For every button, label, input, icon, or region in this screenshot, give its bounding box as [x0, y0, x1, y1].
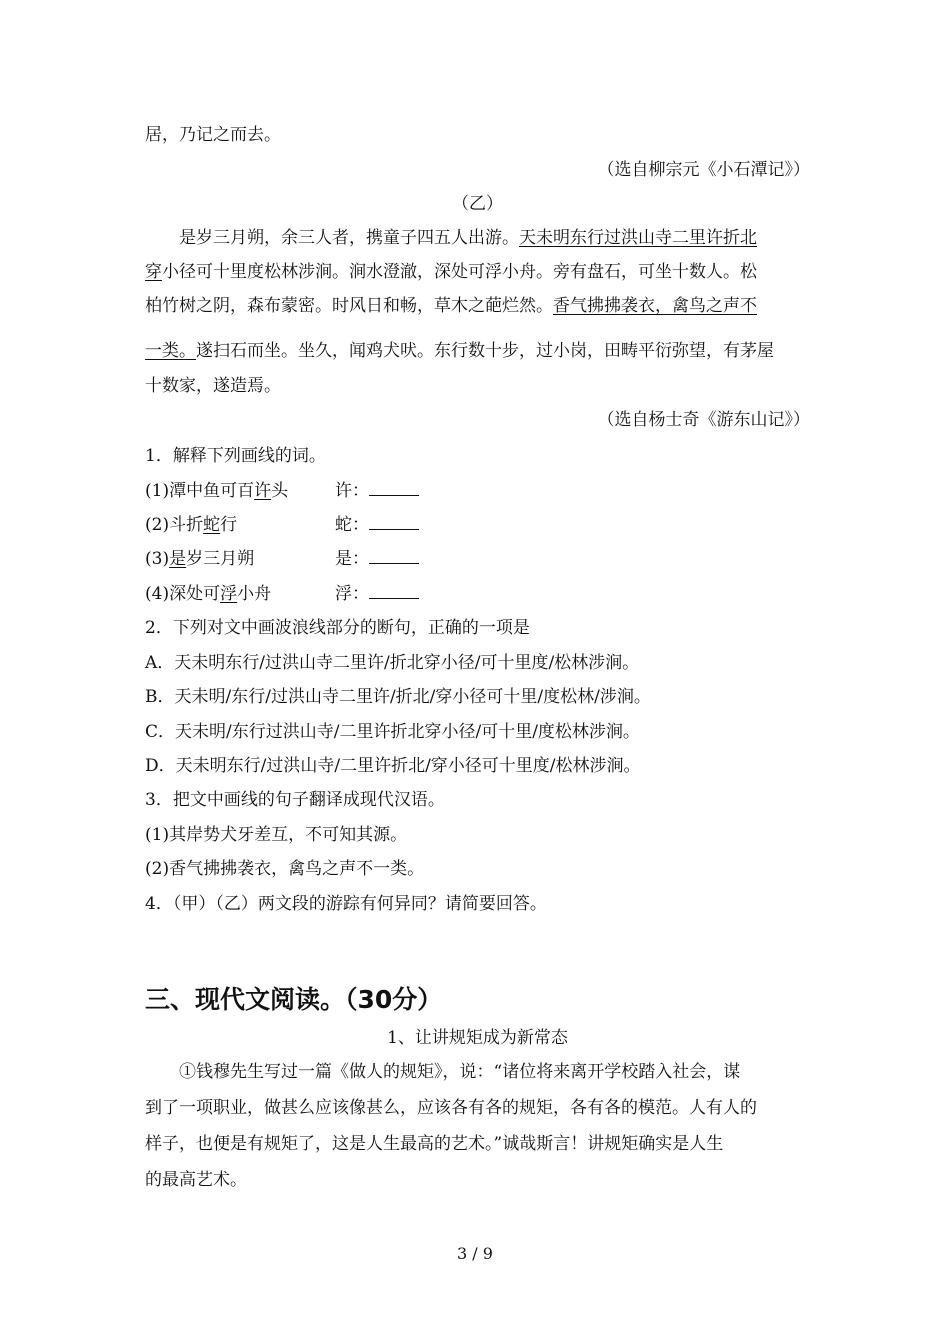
wavy-underlined-text: 天未明东行过洪山寺二里许折北 [519, 228, 757, 248]
question-2-option-c[interactable]: C．天未明/东行过洪山寺/二里许折北穿小径/可十里/度松林涉涧。 [145, 722, 640, 742]
answer-key: 蛇： [335, 515, 369, 535]
paragraph-line: 的最高艺术。 [145, 1170, 247, 1190]
question-4-title: 4．（甲）（乙）两文段的游踪有何异同？请简要回答。 [145, 894, 547, 914]
passage-yi-text: 柏竹树之阴，森布蒙密。时风日和畅，草木之葩烂然。 [145, 296, 553, 316]
section-title: 三、现代文阅读。（30分） [145, 985, 443, 1014]
paragraph-line: ①钱穆先生写过一篇《做人的规矩》，说：“诸位将来离开学校踏入社会，谋 [179, 1062, 741, 1082]
page-number: 3 / 9 [457, 1244, 493, 1263]
answer-blank[interactable] [369, 584, 419, 599]
question-2-option-b[interactable]: B．天未明/东行/过洪山寺二里许/折北/穿小径可十里/度松林/涉涧。 [145, 687, 651, 707]
answer-key: 是： [335, 549, 369, 569]
question-1-item [145, 481, 810, 501]
question-3-title: 3．把文中画线的句子翻译成现代汉语。 [145, 790, 445, 810]
item-text: 行 [220, 515, 238, 535]
item-text: (3) [145, 549, 170, 569]
question-2-option-d[interactable]: D．天未明东行/过洪山寺/二里许折北/穿小径可十里度/松林涉涧。 [145, 756, 641, 776]
passage-yi-line-4 [145, 341, 810, 361]
passage-yi-line-1 [145, 228, 810, 248]
item-text: 小舟 [237, 584, 272, 604]
passage-yi-line-3 [145, 296, 810, 316]
question-2-title: 2．下列对文中画波浪线部分的断句，正确的一项是 [145, 618, 530, 638]
question-3-item: (1)其岸势犬牙差互，不可知其源。 [145, 825, 408, 845]
question-1-item [145, 584, 810, 604]
question-1-item [145, 515, 810, 535]
passage-yi-text: 小径可十里度松林涉涧。涧水澄澈，深处可浮小舟。旁有盘石，可坐十数人。松 [162, 262, 757, 282]
answer-blank[interactable] [369, 515, 419, 530]
underlined-word: 浮 [220, 584, 238, 604]
passage-jia-source: （选自柳宗元《小石潭记》） [597, 160, 810, 180]
underlined-word: 蛇 [203, 515, 221, 535]
passage-yi-line-2 [145, 262, 810, 282]
question-3-item: (2)香气拂拂袭衣，禽鸟之声不一类。 [145, 859, 425, 879]
underlined-word: 是 [169, 549, 187, 569]
question-1-item [145, 549, 810, 569]
passage-jia-last-line: 居，乃记之而去。 [145, 125, 281, 145]
paragraph-line: 样子，也便是有规矩了，这是人生最高的艺术。”诚哉斯言！讲规矩确实是人生 [145, 1134, 724, 1154]
underlined-word: 许 [254, 481, 272, 501]
underlined-sentence: 一类。 [145, 341, 196, 361]
item-text: 头 [271, 481, 289, 501]
item-text: (2)斗折 [145, 515, 204, 535]
passage-yi-line-5: 十数家，遂造焉。 [145, 376, 281, 396]
wavy-underlined-text: 穿 [145, 262, 162, 282]
answer-blank[interactable] [369, 549, 419, 564]
answer-blank[interactable] [369, 481, 419, 496]
passage-yi-label: （乙） [452, 194, 503, 214]
passage-yi-source: （选自杨士奇《游东山记》） [597, 410, 810, 430]
answer-key: 浮： [335, 584, 369, 604]
item-text: 岁三月朔 [186, 549, 255, 569]
question-2-option-a[interactable]: A．天未明东行/过洪山寺二里许/折北穿小径/可十里度/松林涉涧。 [145, 653, 640, 673]
item-text: (1)潭中鱼可百 [145, 481, 255, 501]
underlined-sentence: 香气拂拂袭衣，禽鸟之声不 [553, 296, 757, 316]
paragraph-line: 到了一项职业，做甚么应该像甚么，应该各有各的规矩，各有各的模范。人有人的 [145, 1098, 757, 1118]
question-1-title: 1．解释下列画线的词。 [145, 446, 326, 466]
article-title: 1、让讲规矩成为新常态 [387, 1028, 568, 1048]
passage-yi-text: 是岁三月朔，余三人者，携童子四五人出游。 [179, 228, 519, 248]
answer-key: 许： [335, 481, 369, 501]
item-text: (4)深处可 [145, 584, 221, 604]
passage-yi-text: 遂扫石而坐。坐久，闻鸡犬吠。东行数十步，过小岗，田畴平衍弥望，有茅屋 [196, 341, 774, 361]
